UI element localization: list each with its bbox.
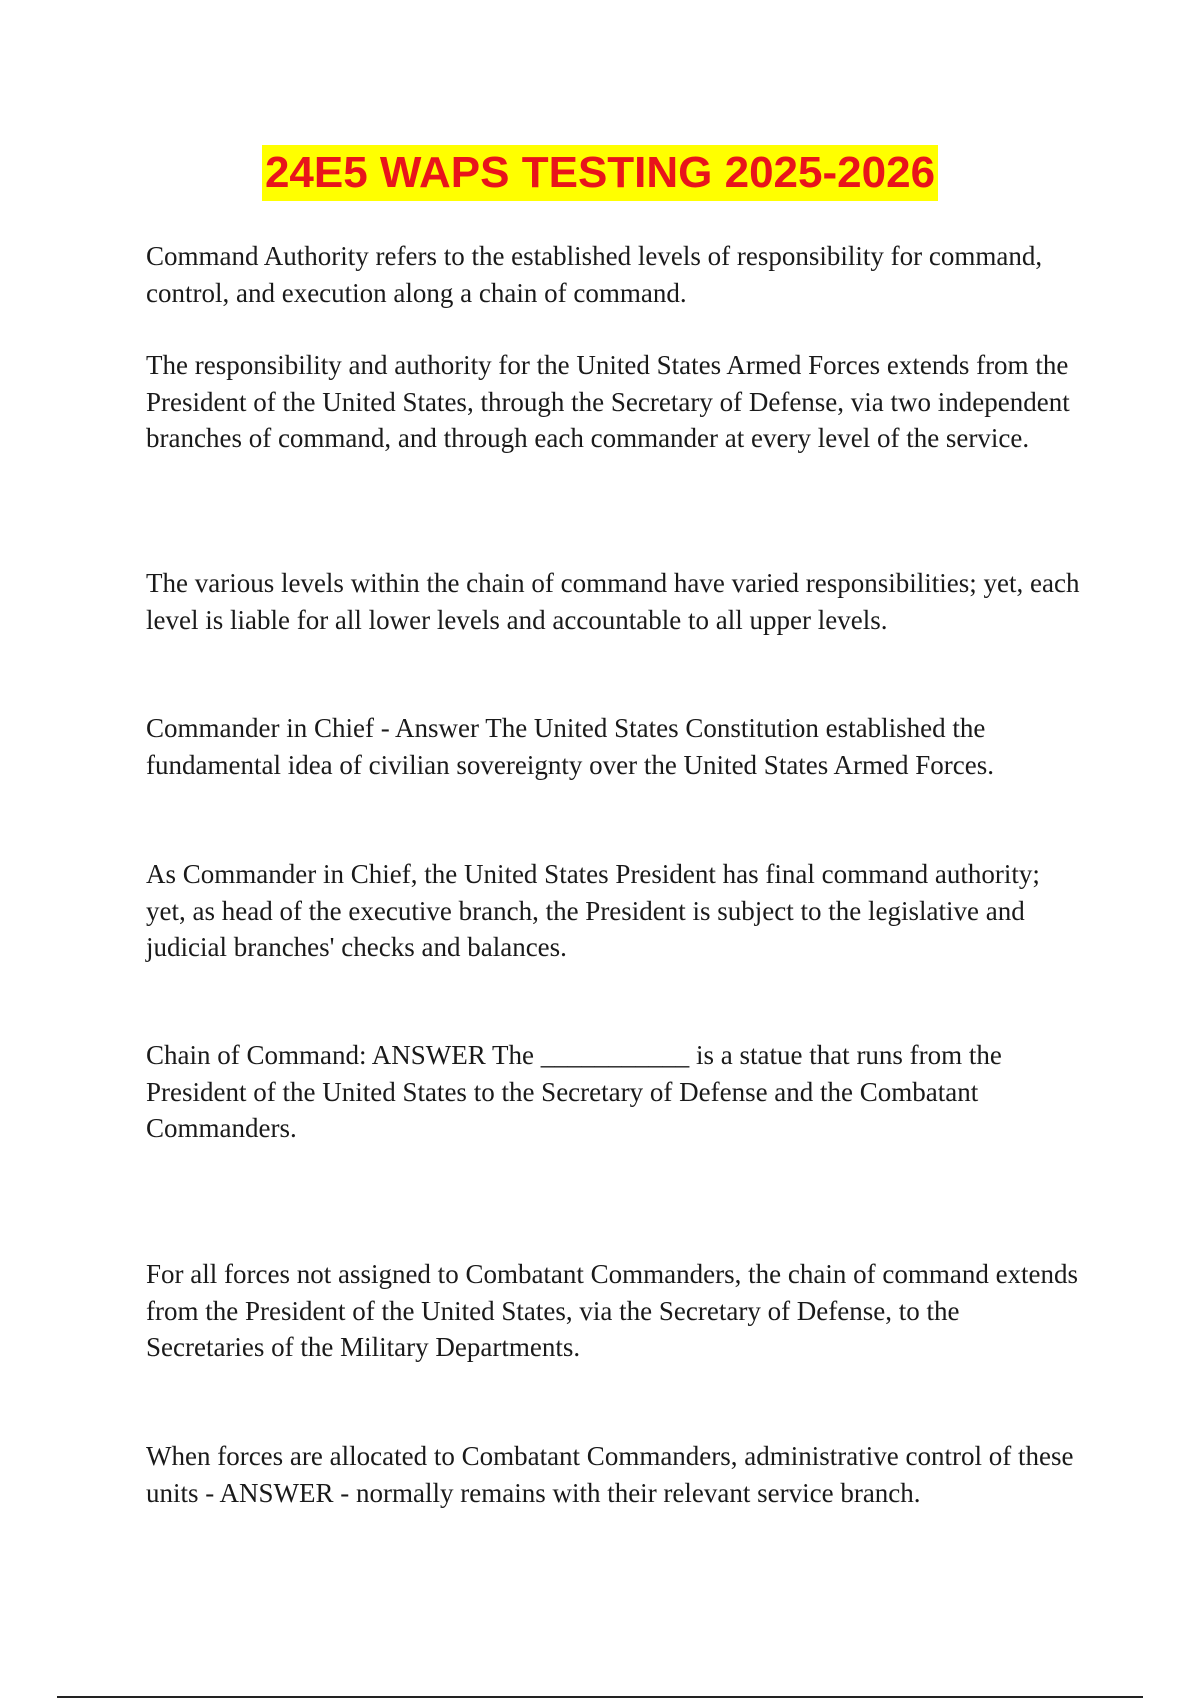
paragraph-commander-in-chief: Commander in Chief - Answer The United States Constitution established the fundamental idea of civilian sovereignty over the United States Armed Forces. [146, 713, 995, 780]
paragraph-levels-responsibilities: The various levels within the chain of command have varied responsibilities; yet, each level is liable for all lower levels and accountable to all upper levels. [146, 568, 1080, 635]
paragraph-forces-not-assigned: For all forces not assigned to Combatant Commanders, the chain of command extends from the President of the United States, via the Secretary of Defense, to the Secretaries of the Military Departments. [146, 1259, 1079, 1362]
paragraph-responsibility-authority: The responsibility and authority for the United States Armed Forces extends from the President of the United States, through the Secretary of Defense, via two independent branches of command, and through each commander at every level of the service. [146, 350, 1070, 453]
title-container [0, 145, 1200, 201]
footer-divider [57, 1696, 1143, 1698]
document-title: 24E5 WAPS TESTING 2025-2026 [262, 145, 938, 201]
paragraph-chain-of-command: Chain of Command: ANSWER The ___________ is a statue that runs from the President of the United States to the Secretary of Defense and the Combatant Commanders. [146, 1040, 1002, 1143]
paragraph-final-command-authority: As Commander in Chief, the United States President has final command authority; yet, as head of the executive branch, the President is subject to the legislative and judicial branches' checks and balances. [146, 859, 1040, 962]
paragraph-command-authority: Command Authority refers to the established levels of responsibility for command, control, and execution along a chain of command. [146, 241, 1043, 308]
paragraph-administrative-control: When forces are allocated to Combatant Commanders, administrative control of these units - ANSWER - normally remains with their relevant service branch. [146, 1441, 1074, 1508]
